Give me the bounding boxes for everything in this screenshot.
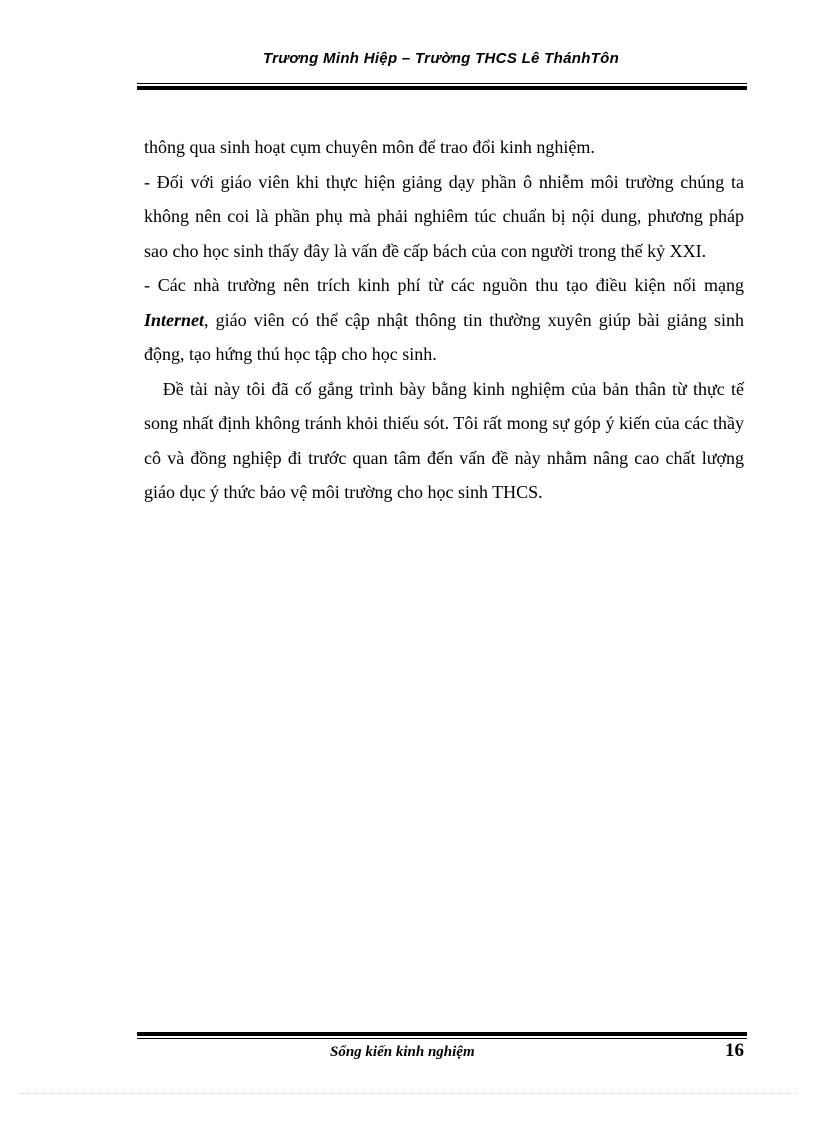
- footer-rule-thick: [137, 1032, 747, 1036]
- paragraph-3-text-start: - Các nhà trường nên trích kinh phí từ các nguồn thu tạo điều kiện nối mạng: [144, 275, 744, 295]
- footer-rule: [137, 1032, 747, 1040]
- paragraph-4-text: Đề tài này tôi đã cố gắng trình bày bằng kinh nghiệm của bản thân từ thực tế song nhất định không tránh khỏi thiếu sót. Tôi rất mong sự góp ý kiến của các thầy cô và đồng nghiệp đi trước quan tâm đến vấn đề này nhằm nâng cao chất lượng giáo dục ý thức bảo vệ môi trường cho học sinh THCS.: [144, 378, 745, 502]
- page-number: 16: [725, 1040, 744, 1061]
- internet-emphasis: Internet: [144, 309, 205, 330]
- paragraph-4: [144, 372, 744, 510]
- page-bottom-divider: [20, 1093, 796, 1094]
- page-header: Trương Minh Hiệp – Trường THCS Lê ThánhTôn: [262, 50, 620, 67]
- paragraph-3-text-end: , giáo viên có thể cập nhật thông tin thường xuyên giúp bài giảng sinh động, tạo hứng thú học tập cho học sinh.: [144, 309, 744, 364]
- paragraph-3: [144, 268, 744, 372]
- body-text: [144, 130, 744, 510]
- paragraph-2: - Đối với giáo viên khi thực hiện giảng dạy phần ô nhiễm môi trường chúng ta không nên coi là phần phụ mà phải nghiêm túc chuẩn bị nội dung, phương pháp sao cho học sinh thấy đây là vấn đề cấp bách của con người trong thế kỷ XXI.: [144, 171, 744, 261]
- header-rule-thin: [137, 83, 747, 84]
- footer-rule-thin: [137, 1038, 747, 1039]
- paragraph-1: thông qua sinh hoạt cụm chuyên môn để trao đổi kinh nghiệm.: [144, 137, 595, 157]
- header-rule-thick: [137, 86, 747, 90]
- footer-title: Sổng kiến kinh nghiệm: [330, 1044, 475, 1060]
- header-rule: [137, 83, 747, 91]
